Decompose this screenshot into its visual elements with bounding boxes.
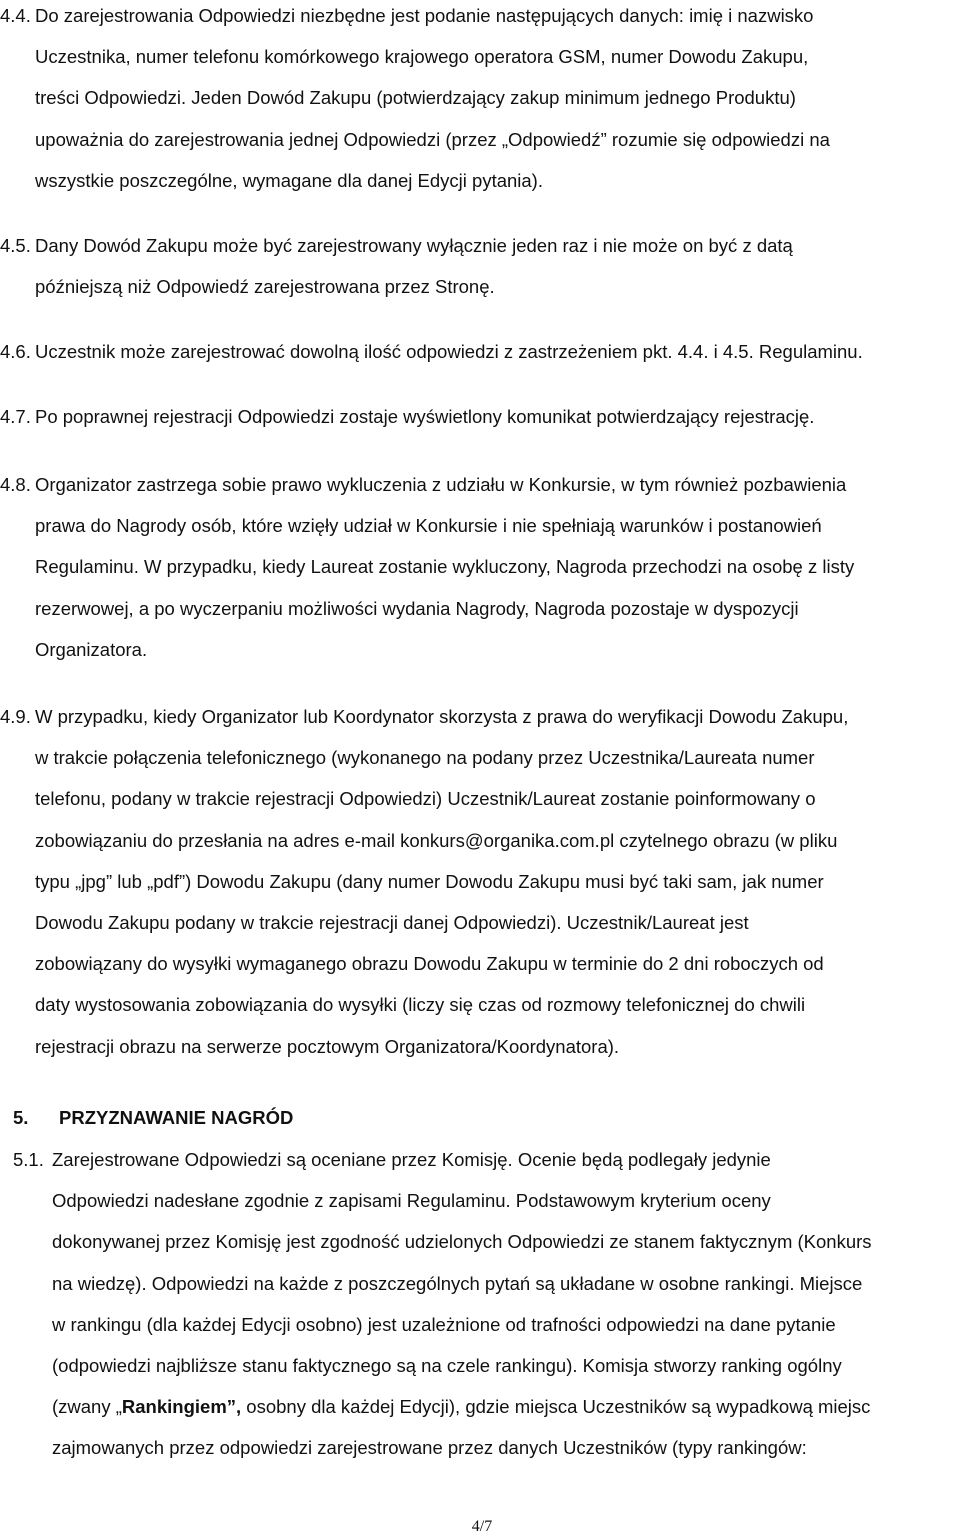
item-number: 4.8.	[0, 474, 31, 495]
item-number: 5.1.	[13, 1149, 44, 1170]
text-line: późniejszą niż Odpowiedź zarejestrowana przez Stronę.	[35, 276, 495, 298]
text-line: (odpowiedzi najbliższe stanu faktycznego są na czele rankingu). Komisja stworzy ranking ogólny	[52, 1354, 842, 1376]
text-line: W przypadku, kiedy Organizator lub Koordynator skorzysta z prawa do weryfikacji Dowodu Zakupu,	[35, 706, 849, 727]
text-fragment: osobny dla każdej Edycji), gdzie miejsca Uczestników są wypadkową miejsc	[241, 1396, 871, 1418]
text-line: Dany Dowód Zakupu może być zarejestrowany wyłącznie jeden raz i nie może on być z datą	[35, 235, 793, 256]
item-text	[35, 331, 863, 372]
text-line: rezerwowej, a po wyczerpaniu możliwości wydania Nagrody, Nagroda pozostaje w dyspozycji	[35, 597, 799, 619]
text-line	[52, 1386, 872, 1427]
section-number: 5.	[13, 1107, 29, 1128]
text-line: dokonywanej przez Komisję jest zgodność udzielonych Odpowiedzi ze stanem faktycznym (Konkurs	[52, 1231, 872, 1253]
text-line: Po poprawnej rejestracji Odpowiedzi zostaje wyświetlony komunikat potwierdzający rejestrację.	[35, 406, 815, 427]
text-line: treści Odpowiedzi. Jeden Dowód Zakupu (potwierdzający zakup minimum jednego Produktu)	[35, 87, 796, 109]
text-line: zajmowanych przez odpowiedzi zarejestrowane przez danych Uczestników (typy rankingów:	[52, 1437, 807, 1459]
text-line: Organizator zastrzega sobie prawo wykluczenia z udziału w Konkursie, w tym również pozbawienia	[35, 474, 847, 495]
text-line: zobowiązaniu do przesłania na adres e-mail konkurs@organika.com.pl czytelnego obrazu (w pliku	[35, 829, 838, 851]
item-text	[35, 396, 814, 437]
text-line: na wiedzę). Odpowiedzi na każde z poszczególnych pytań są układane w osobne rankingi. Miejsce	[52, 1272, 863, 1294]
text-line: Do zarejestrowania Odpowiedzi niezbędne jest podanie następujących danych: imię i nazwisko	[35, 5, 814, 26]
item-text	[52, 1139, 872, 1469]
text-line: Uczestnika, numer telefonu komórkowego krajowego operatora GSM, numer Dowodu Zakupu,	[35, 46, 809, 68]
text-line: wszystkie poszczególne, wymagane dla danej Edycji pytania).	[35, 169, 543, 191]
item-number: 4.5.	[0, 235, 31, 256]
text-fragment: (zwany „	[52, 1396, 122, 1418]
text-line: Regulaminu. W przypadku, kiedy Laureat zostanie wykluczony, Nagroda przechodzi na osobę z listy	[35, 556, 855, 578]
text-line: upoważnia do zarejestrowania jednej Odpowiedzi (przez „Odpowiedź” rozumie się odpowiedzi na	[35, 128, 830, 150]
text-line: Uczestnik może zarejestrować dowolną ilość odpowiedzi z zastrzeżeniem pkt. 4.4. i 4.5. Regulaminu.	[35, 341, 863, 362]
item-number: 4.4.	[0, 5, 31, 26]
text-line: Zarejestrowane Odpowiedzi są oceniane przez Komisję. Ocenie będą podlegały jedynie	[52, 1149, 771, 1170]
text-line: w rankingu (dla każdej Edycji osobno) jest uzależnione od trafności odpowiedzi na dane pytanie	[52, 1313, 836, 1335]
item-number: 4.9.	[0, 706, 31, 727]
item-text	[35, 225, 793, 307]
page-number: 4/7	[471, 1518, 493, 1535]
item-text	[35, 696, 848, 1067]
text-line: typu „jpg” lub „pdf”) Dowodu Zakupu (dany numer Dowodu Zakupu musi być taki sam, jak numer	[35, 870, 824, 892]
text-line: zobowiązany do wysyłki wymaganego obrazu Dowodu Zakupu w terminie do 2 dni roboczych od	[35, 953, 824, 975]
item-number: 4.7.	[0, 406, 31, 427]
text-line: daty wystosowania zobowiązania do wysyłki (liczy się czas od rozmowy telefonicznej do chwili	[35, 994, 806, 1016]
text-line: w trakcie połączenia telefonicznego (wykonanego na podany przez Uczestnika/Laureata numer	[35, 747, 815, 769]
text-line: prawa do Nagrody osób, które wzięły udział w Konkursie i nie spełniają warunków i postanowień	[35, 515, 822, 537]
text-line: Odpowiedzi nadesłane zgodnie z zapisami Regulaminu. Podstawowym kryterium oceny	[52, 1190, 771, 1212]
section-title: PRZYZNAWANIE NAGRÓD	[59, 1107, 294, 1128]
text-line: telefonu, podany w trakcie rejestracji Odpowiedzi) Uczestnik/Laureat zostanie poinformowany o	[35, 788, 816, 810]
bold-term-rankingiem: Rankingiem”,	[121, 1396, 242, 1418]
item-text	[35, 0, 830, 201]
text-line: Dowodu Zakupu podany w trakcie rejestracji danej Odpowiedzi). Uczestnik/Laureat jest	[35, 911, 749, 933]
text-line: rejestracji obrazu na serwerze pocztowym Organizatora/Koordynatora).	[35, 1035, 620, 1057]
item-number: 4.6.	[0, 341, 31, 362]
item-text	[35, 464, 854, 670]
text-line: Organizatora.	[35, 638, 148, 660]
